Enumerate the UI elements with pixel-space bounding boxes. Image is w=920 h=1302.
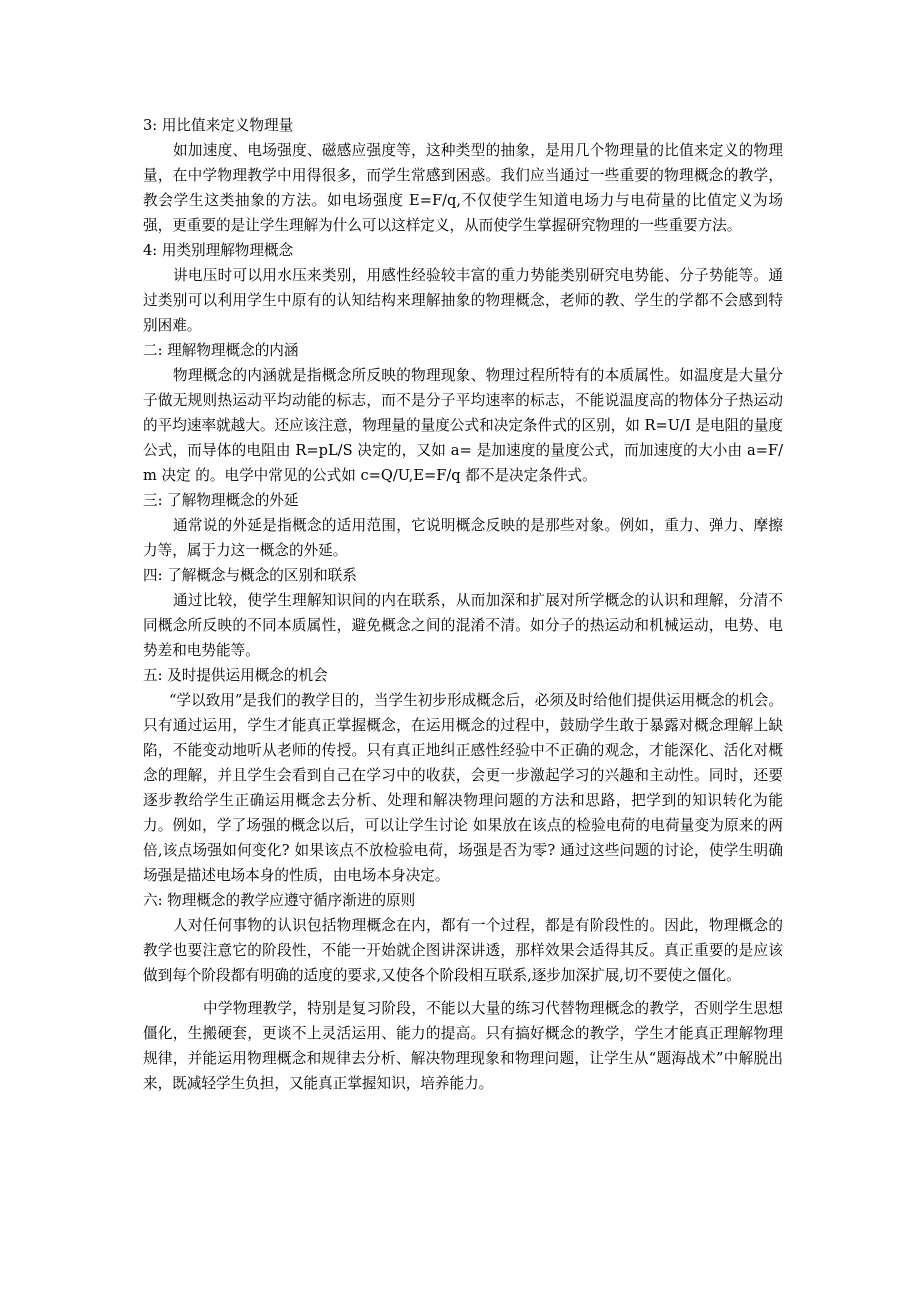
section-heading-five: 五: 及时提供运用概念的机会 [143, 667, 328, 684]
paragraph-conclusion: 中学物理教学，特别是复习阶段，不能以大量的练习代替物理概念的教学，否则学生思想僵化，生搬硬套，更谈不上灵活运用、能力的提高。只有搞好概念的教学，学生才能真正理解物理规律，并能运用物理概念和规律去分析、解决物理现象和物理问题，让学生从“题海战术”中解脱出来，既减轻学生负担，又能真正掌握知识，培养能力。 [143, 1000, 783, 1092]
document-body [143, 113, 783, 1096]
paragraph-gradual-progress: 人对任何事物的认识包括物理概念在内，都有一个过程，都是有阶段性的。因此，物理概念的教学也要注意它的阶段性，不能一开始就企图讲深讲透，那样效果会适得其反。真正重要的是应该做到每个阶段都有明确的适度的要求,又使各个阶段相互联系,逐步加深扩展,切不要使之僵化。 [143, 917, 783, 984]
paragraph-extension: 通常说的外延是指概念的适用范围，它说明概念反映的是那些对象。例如，重力、弹力、摩擦力等，属于力这一概念的外延。 [143, 517, 783, 559]
section-heading-three: 三: 了解物理概念的外延 [143, 492, 299, 509]
section-heading-4: 4: 用类别理解物理概念 [143, 242, 294, 259]
paragraph-analogy: 讲电压时可以用水压来类别，用感性经验较丰富的重力势能类别研究电势能、分子势能等。通过类别可以利用学生中原有的认知结构来理解抽象的物理概念，老师的教、学生的学都不会感到特别困难。 [143, 267, 783, 334]
section-heading-four: 四: 了解概念与概念的区别和联系 [143, 567, 357, 584]
paragraph-connotation: 物理概念的内涵就是指概念所反映的物理现象、物理过程所特有的本质属性。如温度是大量分子做无规则热运动平均动能的标志，而不是分子平均速率的标志，不能说温度高的物体分子热运动的平均速率就越大。还应该注意，物理量的量度公式和决定条件式的区别，如 R=U/I 是电阻的量度公式，而导体的电阻由 R=pL/S 决定的，又如 a= 是加速度的量度公式，而加速度的大小由 a=F/m 决定 的。电学中常见的公式如 c=Q/U,E=F/q 都不是决定条件式。 [143, 367, 783, 484]
paragraph-ratio-definition: 如加速度、电场强度、磁感应强度等，这种类型的抽象，是用几个物理量的比值来定义的物理量，在中学物理教学中用得很多，而学生常感到困惑。我们应当通过一些重要的物理概念的教学，教会学生这类抽象的方法。如电场强度 E=F/q,不仅使学生知道电场力与电荷量的比值定义为场强，更重要的是让学生理解为什么可以这样定义，从而使学生掌握研究物理的一些重要方法。 [143, 142, 783, 234]
paragraph-comparison: 通过比较，使学生理解知识间的内在联系，从而加深和扩展对所学概念的认识和理解，分清不同概念所反映的不同本质属性，避免概念之间的混淆不清。如分子的热运动和机械运动，电势、电势差和电势能等。 [143, 592, 783, 659]
section-heading-two: 二: 理解物理概念的内涵 [143, 342, 299, 359]
section-heading-3: 3: 用比值来定义物理量 [143, 117, 294, 134]
section-heading-six: 六: 物理概念的教学应遵守循序渐进的原则 [143, 892, 416, 909]
paragraph-application: “学以致用”是我们的教学目的，当学生初步形成概念后，必须及时给他们提供运用概念的机会。只有通过运用，学生才能真正掌握概念，在运用概念的过程中，鼓励学生敢于暴露对概念理解上缺陷，不能变动地听从老师的传授。只有真正地纠正感性经验中不正确的观念，才能深化、活化对概念的理解，并且学生会看到自己在学习中的收获，会更一步激起学习的兴趣和主动性。同时，还要逐步教给学生正确运用概念去分析、处理和解决物理问题的方法和思路，把学到的知识转化为能力。例如，学了场强的概念以后，可以让学生讨论 如果放在该点的检验电荷的电荷量变为原来的两倍,该点场强如何变化? 如果该点不放检验电荷，场强是否为零? 通过这些问题的讨论，使学生明确场强是描述电场本身的性质，由电场本身决定。 [143, 692, 783, 884]
